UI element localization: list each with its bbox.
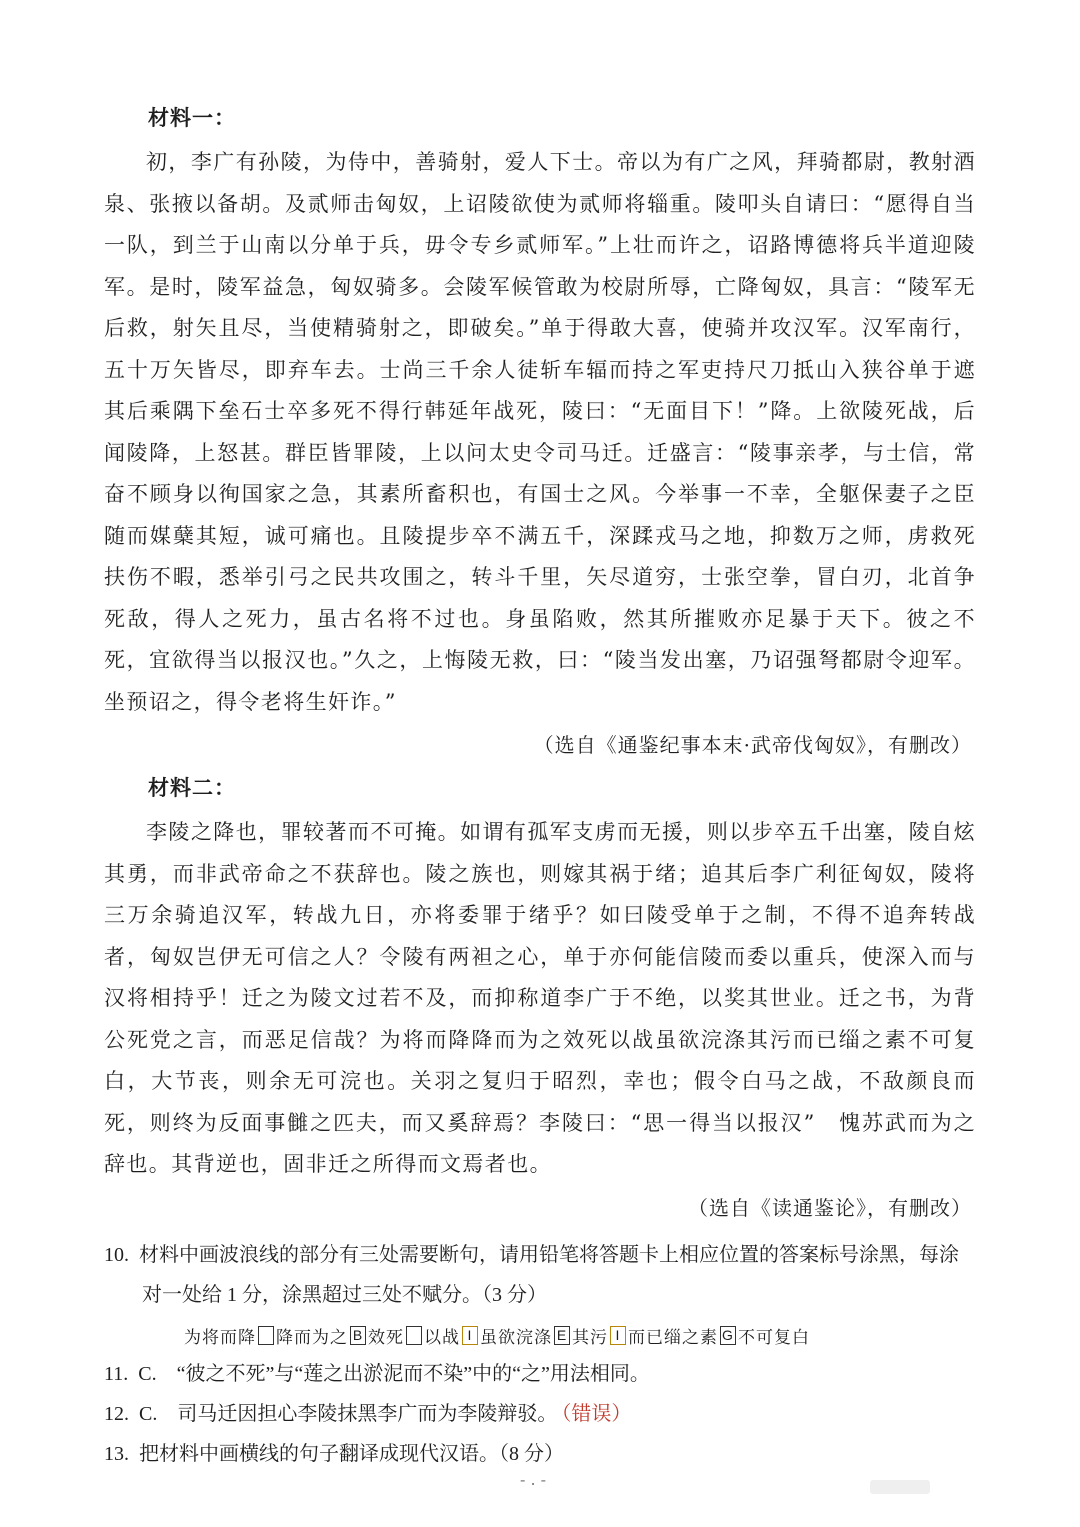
question-11-text: C. “彼之不死”与“莲之出淤泥而不染”中的“之”用法相同。 xyxy=(138,1362,650,1385)
answer-segment: 不可复白 xyxy=(738,1327,810,1348)
answer-segment: 降而为之 xyxy=(276,1327,348,1348)
answer-box[interactable]: E xyxy=(554,1326,570,1345)
page-footer-mark: - . - xyxy=(520,1470,547,1489)
answer-box[interactable]: I xyxy=(610,1326,626,1345)
question-11 xyxy=(104,1354,976,1394)
material1-source: （选自《通鉴纪事本末·武帝伐匈奴》，有删改） xyxy=(533,733,972,757)
question-11-number: 11. xyxy=(104,1362,129,1385)
answer-segment: 效死 xyxy=(368,1327,404,1348)
material2-heading: 材料二： xyxy=(148,775,236,800)
question-10-number: 10. xyxy=(104,1243,129,1266)
question-10-text: 材料中画波浪线的部分有三处需要断句，请用铅笔将答题卡上相应位置的答案标号涂黑，每涂对一处给 1 分，涂黑超过三处不赋分。（3 分） xyxy=(139,1243,959,1306)
question-13 xyxy=(104,1434,976,1474)
question-13-number: 13. xyxy=(104,1442,129,1465)
answer-box[interactable]: G xyxy=(720,1326,736,1345)
answer-box[interactable]: I xyxy=(462,1326,478,1345)
question-12-number: 12. xyxy=(104,1402,129,1425)
answer-box[interactable]: B xyxy=(350,1326,366,1345)
answer-box[interactable] xyxy=(258,1326,274,1345)
question-12 xyxy=(104,1394,976,1434)
material1-text: 初，李广有孙陵，为侍中，善骑射，爱人下士。帝以为有广之风，拜骑都尉，教射酒泉、张掖以备胡。及贰师击匈奴，上诏陵欲使为贰师将辎重。陵叩头自请曰：“愿得自当一队，到兰于山南以分单于兵，毋令专乡贰师军。”上壮而许之，诏路博德将兵半道迎陵军。是时，陵军益急，匈奴骑多。会陵军候管敢为校尉所辱，亡降匈奴，具言：“陵军无后救，射矢且尽，当使精骑射之，即破矣。”单于得敢大喜，使骑并攻汉军。汉军南行，五十万矢皆尽，即弃车去。士尚三千余人徒斩车辐而持之军吏持尺刀抵山入狭谷单于遮其后乘隅下垒石士卒多死不得行韩延年战死，陵曰：“无面目下！”降。上欲陵死战，后闻陵降，上怒甚。群臣皆罪陵，上以问太史令司马迁。迁盛言：“陵事亲孝，与士信，常奋不顾身以徇国家之急，其素所畜积也，有国士之风。今举事一不幸，全躯保妻子之臣随而媒蘖其短，诚可痛也。且陵提步卒不满五千，深蹂戎马之地，抑数万之师，虏救死扶伤不暇，悉举引弓之民共攻围之，转斗千里，矢尽道穷，士张空拳，冒白刃，北首争死敌，得人之死力，虽古名将不过也。身虽陷败，然其所摧败亦足暴于天下。彼之不死，宜欲得当以报汉也。”久之，上悔陵无救，曰：“陵当发出塞，乃诏强弩都尉令迎军。坐预诏之，得令老将生奸诈。” xyxy=(104,150,976,714)
answer-segment: 以战 xyxy=(424,1327,460,1348)
watermark-logo xyxy=(870,1480,930,1494)
answer-segment: 为将而降 xyxy=(184,1327,256,1348)
error-annotation: （错误） xyxy=(561,1402,632,1425)
material2-text: 李陵之降也，罪较著而不可掩。如谓有孤军支虏而无援，则以步卒五千出塞，陵自炫其勇，而非武帝命之不获辞也。陵之族也，则嫁其祸于绪；追其后李广利征匈奴，陵将三万余骑追汉军，转战九日，亦将委罪于绪乎？如曰陵受单于之制，不得不追奔转战者，匈奴岂伊无可信之人？令陵有两袒之心，单于亦何能信陵而委以重兵，使深入而与汉将相持乎！迁之为陵文过若不及，而抑称道李广于不绝，以奖其世业。迁之书，为背公死党之言，而恶足信哉？为将而降降而为之效死以战虽欲浣涤其污而已缁之素不可复白，大节丧，则余无可浣也。关羽之复归于昭烈，幸也；假令白马之战，不敌颜良而死，则终为反面事雠之匹夫，而又奚辞焉？李陵曰：“思一得当以报汉” 愧苏武而为之辞也。其背逆也，固非迁之所得而文焉者也。 xyxy=(104,820,976,1176)
question-12-text: C. 司马迁因担心李陵抹黑李广而为李陵辩驳。 xyxy=(139,1402,558,1425)
question-13-text: 把材料中画横线的句子翻译成现代汉语。（8 分） xyxy=(139,1442,564,1465)
answer-box[interactable] xyxy=(406,1326,422,1345)
question-10 xyxy=(104,1235,976,1315)
answer-segment: 其污 xyxy=(572,1327,608,1348)
answer-segment: 而已缁之素 xyxy=(628,1327,718,1348)
answer-segment: 虽欲浣涤 xyxy=(480,1327,552,1348)
question-10-answer-line xyxy=(184,1323,976,1348)
material2-source: （选自《读通鉴论》，有删改） xyxy=(688,1195,972,1220)
material1-heading: 材料一： xyxy=(148,105,236,130)
